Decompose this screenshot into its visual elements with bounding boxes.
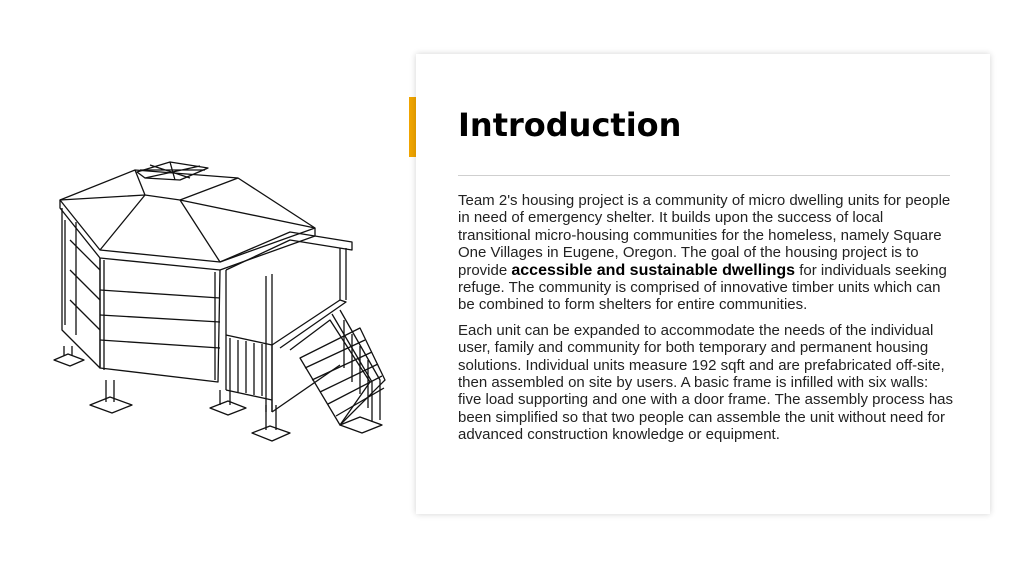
walls	[62, 208, 220, 382]
content-card	[416, 54, 990, 514]
paragraph-1-after: for individuals seeking refuge. The community is comprised of innovative timber units which can be combined to form shelters for entire communities.	[458, 261, 947, 314]
body-text	[458, 192, 953, 452]
paragraph-1-emphasis: accessible and sustainable dwellings	[511, 261, 796, 279]
paragraph-1-before: Team 2's housing project is a community of micro dwelling units for people in need of emergency shelter. It builds upon the success of local transitional micro-housing communities for the homeless, namely Square One Villages in Eugene, Oregon. The goal of the housing project is to provide	[458, 192, 951, 279]
paragraph-2: Each unit can be expanded to accommodate the needs of the individual user, family and community for both temporary and permanent housing solutions. Individual units measure 192 sqft and are prefabricated off-site, then assembled on site by users. A basic frame is infilled with six walls: five load supporting and one with a door frame. The assembly process has been simplified so that two people can assemble the unit without need for advanced construction knowledge or equipment.	[458, 321, 953, 444]
roof	[60, 162, 315, 270]
title-divider	[458, 175, 950, 176]
micro-dwelling-illustration	[40, 150, 400, 450]
paragraph-1	[458, 192, 953, 314]
porch	[220, 232, 385, 425]
slide-title: Introduction	[458, 106, 682, 144]
